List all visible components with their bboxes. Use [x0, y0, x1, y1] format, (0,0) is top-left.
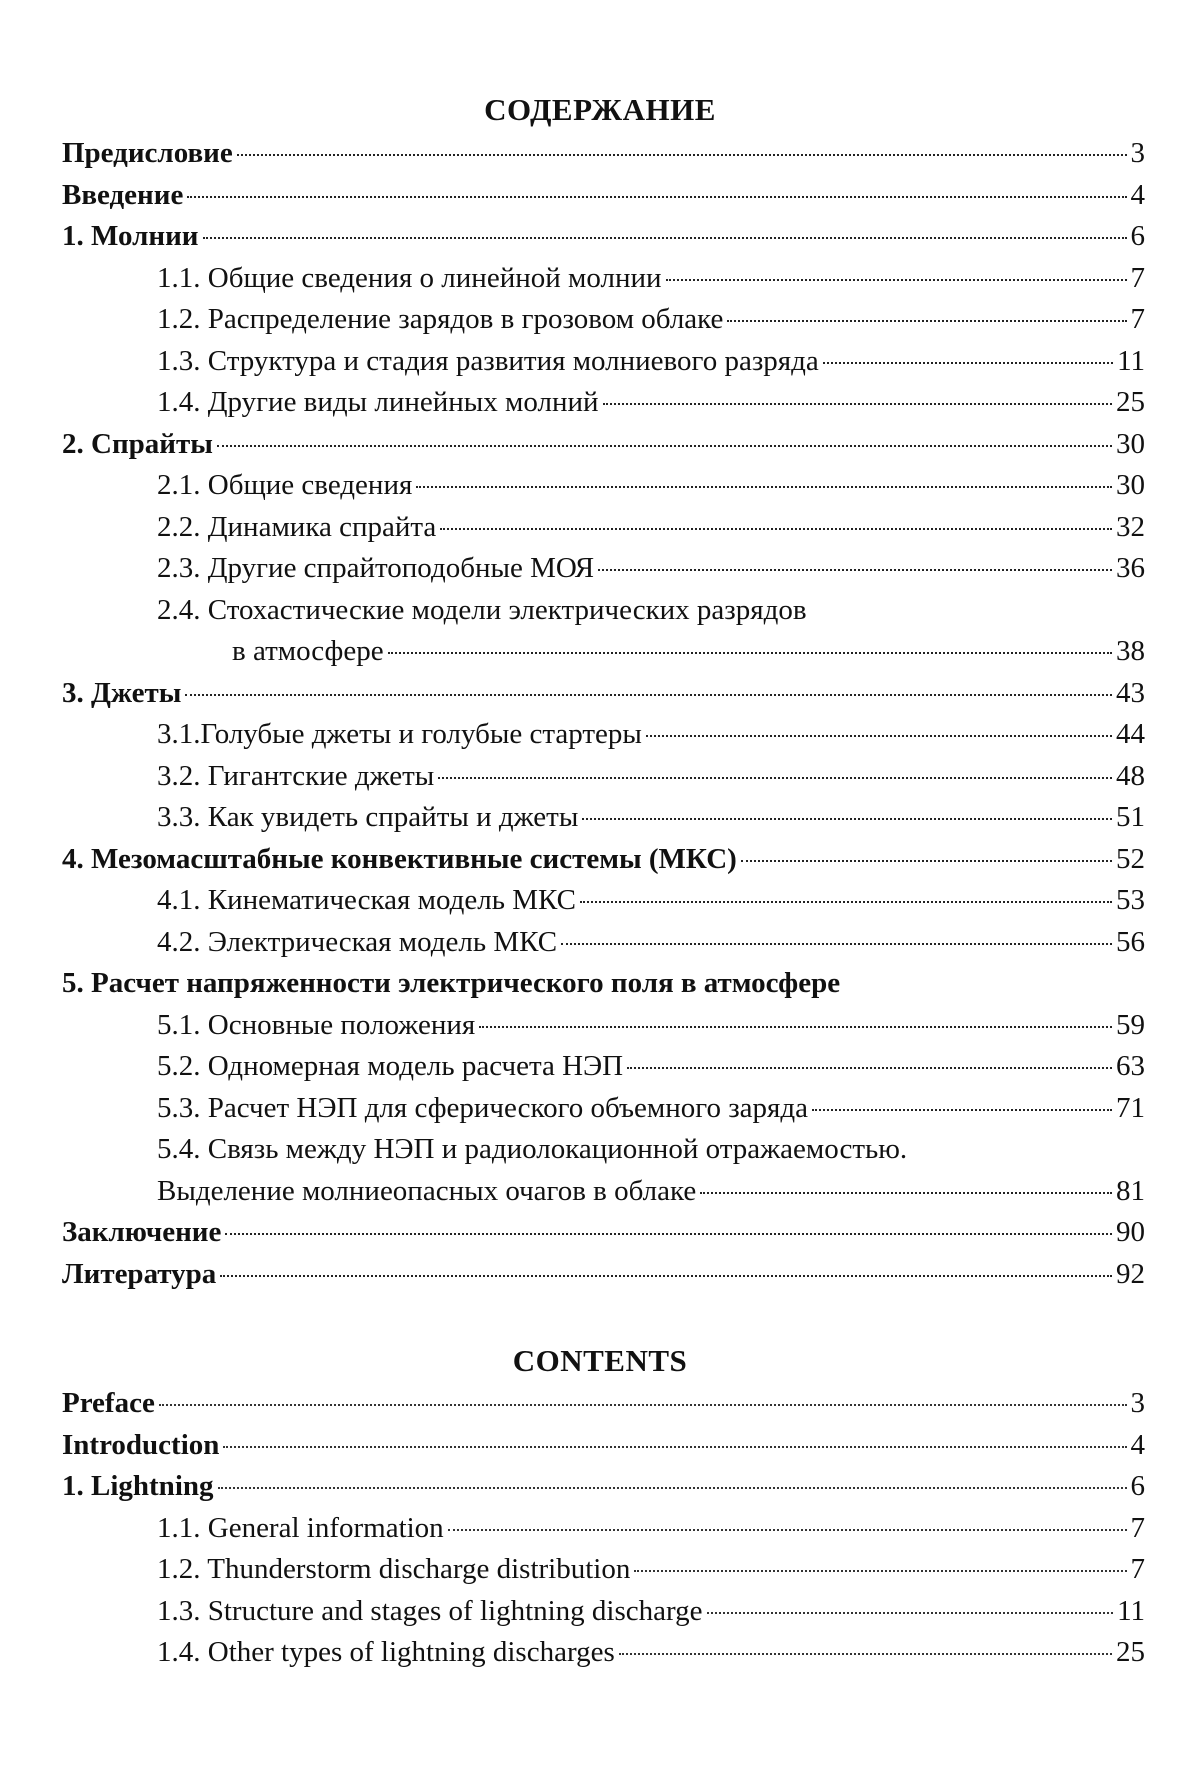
- toc-entry-page-number: 32: [1116, 510, 1145, 543]
- dot-leader: [159, 1400, 1127, 1406]
- toc-entry-title: 1.2. Thunderstorm discharge distribution: [157, 1553, 631, 1585]
- toc-entry: [62, 1092, 1145, 1134]
- dot-leader: [225, 1229, 1112, 1235]
- toc-entry: [62, 594, 1145, 636]
- toc-entry-title: 3.3. Как увидеть спрайты и джеты: [157, 801, 579, 833]
- dot-leader: [237, 150, 1127, 156]
- toc-entry: [62, 1429, 1145, 1471]
- toc-entry-page-number: 63: [1116, 1050, 1145, 1082]
- toc-entry-title: в атмосфере: [232, 635, 384, 667]
- toc-entry-title: 5. Расчет напряженности электрического поля в атмосфере: [62, 967, 841, 999]
- toc-entry-title: 5.2. Одномерная модель расчета НЭП: [157, 1050, 624, 1082]
- toc-entry: [62, 303, 1145, 345]
- toc-entry-title: 4. Мезомасштабные конвективные системы (МКС): [62, 842, 737, 875]
- toc-entry-title: 5.3. Расчет НЭП для сферического объемного заряда: [157, 1091, 808, 1124]
- toc-entry: [62, 386, 1145, 428]
- toc-entry-title: Выделение молниеопасных очагов в облаке: [157, 1174, 697, 1207]
- dot-leader: [823, 358, 1113, 364]
- dot-leader: [218, 1483, 1127, 1489]
- toc-entry-title: 1.3. Структура и стадия развития молниевого разряда: [157, 344, 819, 377]
- dot-leader: [700, 1188, 1112, 1194]
- toc-entry: [62, 179, 1145, 221]
- toc-entry-page-number: 25: [1116, 1636, 1145, 1668]
- toc-entry-title: 5.1. Основные положения: [157, 1008, 476, 1041]
- dot-leader: [598, 565, 1112, 571]
- toc-entry-page-number: 30: [1116, 427, 1145, 460]
- toc-entry: [62, 1470, 1145, 1512]
- toc-entry: [62, 220, 1145, 262]
- toc-entry-page-number: 7: [1130, 1553, 1145, 1585]
- toc-entry-title: 1.1. Общие сведения о линейной молнии: [157, 261, 662, 294]
- toc-entry-title: Заключение: [62, 1216, 222, 1248]
- dot-leader: [619, 1649, 1112, 1655]
- toc-entry: [62, 967, 1145, 1009]
- toc-entry-page-number: 36: [1116, 552, 1145, 584]
- dot-leader: [627, 1063, 1112, 1069]
- toc-entry-title: 2. Спрайты: [62, 427, 213, 460]
- dot-leader: [812, 1105, 1112, 1111]
- dot-leader: [811, 609, 1141, 613]
- toc-entry-page-number: 4: [1130, 1428, 1145, 1461]
- toc-entry-title: 1.4. Other types of lightning discharges: [157, 1636, 615, 1668]
- toc-entry: [62, 677, 1145, 719]
- toc-entry-title: 1.2. Распределение зарядов в грозовом облаке: [157, 303, 724, 335]
- toc-entry: [62, 1595, 1145, 1637]
- toc-entry-title: 2.4. Стохастические модели электрических разрядов: [157, 593, 807, 626]
- toc-entry-title: Литература: [62, 1257, 217, 1290]
- table-of-contents-ru: [62, 137, 1145, 1299]
- toc-entry-page-number: 11: [1117, 1594, 1145, 1627]
- dot-leader: [603, 399, 1112, 405]
- toc-entry: [62, 511, 1145, 553]
- toc-entry: [62, 718, 1145, 760]
- toc-entry-page-number: 7: [1130, 303, 1145, 335]
- toc-entry: [62, 262, 1145, 304]
- toc-entry-title: 5.4. Связь между НЭП и радиолокационной отражаемостью.: [157, 1133, 908, 1165]
- toc-entry: [62, 552, 1145, 594]
- dot-leader: [440, 524, 1112, 530]
- toc-entry: [62, 1636, 1145, 1678]
- toc-entry-title: 3. Джеты: [62, 676, 182, 709]
- dot-leader: [634, 1566, 1126, 1572]
- dot-leader: [416, 482, 1112, 488]
- dot-leader: [203, 233, 1127, 239]
- toc-entry-page-number: 92: [1116, 1257, 1145, 1290]
- toc-entry-title: 1.4. Другие виды линейных молний: [157, 386, 599, 418]
- toc-entry-page-number: 59: [1116, 1008, 1145, 1041]
- toc-entry: [62, 926, 1145, 968]
- toc-entry: [62, 801, 1145, 843]
- toc-entry-title: Предисловие: [62, 137, 233, 169]
- dot-leader: [220, 1271, 1112, 1277]
- toc-entry: [62, 1133, 1145, 1175]
- dot-leader: [911, 1148, 1141, 1152]
- dot-leader: [727, 316, 1126, 322]
- dot-leader: [646, 731, 1112, 737]
- toc-entry: [62, 1009, 1145, 1051]
- dot-leader: [223, 1442, 1126, 1448]
- toc-entry-page-number: 7: [1130, 1511, 1145, 1544]
- toc-entry-page-number: 3: [1130, 1387, 1145, 1419]
- toc-entry: [62, 1258, 1145, 1300]
- toc-entry-page-number: 38: [1116, 635, 1145, 667]
- toc-entry-page-number: 6: [1130, 1470, 1145, 1502]
- dot-leader: [217, 441, 1112, 447]
- toc-entry-title: 2.2. Динамика спрайта: [157, 510, 437, 543]
- toc-entry-page-number: 3: [1130, 137, 1145, 169]
- toc-entry-page-number: 48: [1116, 759, 1145, 792]
- toc-entry-page-number: 6: [1130, 220, 1145, 252]
- toc-entry-title: 4.1. Кинематическая модель МКС: [157, 884, 576, 916]
- toc-entry-page-number: 25: [1116, 386, 1145, 418]
- toc-entry-page-number: 44: [1116, 718, 1145, 750]
- toc-entry: [62, 843, 1145, 885]
- dot-leader: [561, 939, 1112, 945]
- toc-entry-page-number: 52: [1116, 842, 1145, 875]
- dot-leader: [448, 1525, 1127, 1531]
- toc-entry-page-number: 43: [1116, 676, 1145, 709]
- toc-entry: [62, 1387, 1145, 1429]
- toc-entry: [62, 760, 1145, 802]
- toc-entry: [62, 1050, 1145, 1092]
- toc-entry: [62, 1216, 1145, 1258]
- toc-entry-title: 4.2. Электрическая модель МКС: [157, 925, 558, 958]
- toc-entry-title: Введение: [62, 178, 184, 211]
- toc-entry-title: 1.3. Structure and stages of lightning discharge: [157, 1594, 703, 1627]
- toc-entry-page-number: 11: [1117, 344, 1145, 377]
- toc-entry-page-number: 81: [1116, 1174, 1145, 1207]
- toc-entry-title: 1. Молнии: [62, 220, 199, 252]
- dot-leader: [185, 690, 1112, 696]
- toc-entry: [62, 1512, 1145, 1554]
- toc-entry-title: 3.1.Голубые джеты и голубые стартеры: [157, 718, 642, 750]
- toc-entry: [62, 1175, 1145, 1217]
- dot-leader: [666, 275, 1127, 281]
- toc-entry-page-number: 7: [1130, 261, 1145, 294]
- toc-entry-page-number: 56: [1116, 925, 1145, 958]
- toc-entry-title: 1.1. General information: [157, 1511, 444, 1544]
- table-of-contents-en: [62, 1387, 1145, 1678]
- toc-entry: [62, 428, 1145, 470]
- toc-entry-title: 2.1. Общие сведения: [157, 469, 413, 501]
- toc-entry-title: 3.2. Гигантские джеты: [157, 759, 435, 792]
- toc-entry: [62, 469, 1145, 511]
- toc-entry-title: 1. Lightning: [62, 1470, 214, 1502]
- toc-entry-page-number: 4: [1130, 178, 1145, 211]
- toc-entry-page-number: 51: [1116, 801, 1145, 833]
- dot-leader: [187, 192, 1126, 198]
- toc-entry-page-number: 30: [1116, 469, 1145, 501]
- dot-leader: [438, 773, 1112, 779]
- toc-entry: [62, 137, 1145, 179]
- dot-leader: [582, 814, 1112, 820]
- toc-entry-page-number: 53: [1116, 884, 1145, 916]
- dot-leader: [741, 856, 1112, 862]
- toc-entry-title: Preface: [62, 1387, 155, 1419]
- contents-heading-ru: СОДЕРЖАНИЕ: [484, 92, 716, 127]
- toc-entry: [62, 345, 1145, 387]
- dot-leader: [580, 897, 1112, 903]
- dot-leader: [479, 1022, 1112, 1028]
- toc-entry: [62, 884, 1145, 926]
- toc-entry: [62, 1553, 1145, 1595]
- dot-leader: [707, 1608, 1114, 1614]
- contents-heading-en: CONTENTS: [512, 1343, 688, 1378]
- dot-leader: [388, 648, 1112, 654]
- toc-entry-page-number: 71: [1116, 1091, 1145, 1124]
- toc-entry-title: Introduction: [62, 1428, 220, 1461]
- toc-entry-page-number: 90: [1116, 1216, 1145, 1248]
- dot-leader: [844, 982, 1141, 986]
- toc-entry-title: 2.3. Другие спрайтоподобные МОЯ: [157, 552, 595, 584]
- toc-entry: [62, 635, 1145, 677]
